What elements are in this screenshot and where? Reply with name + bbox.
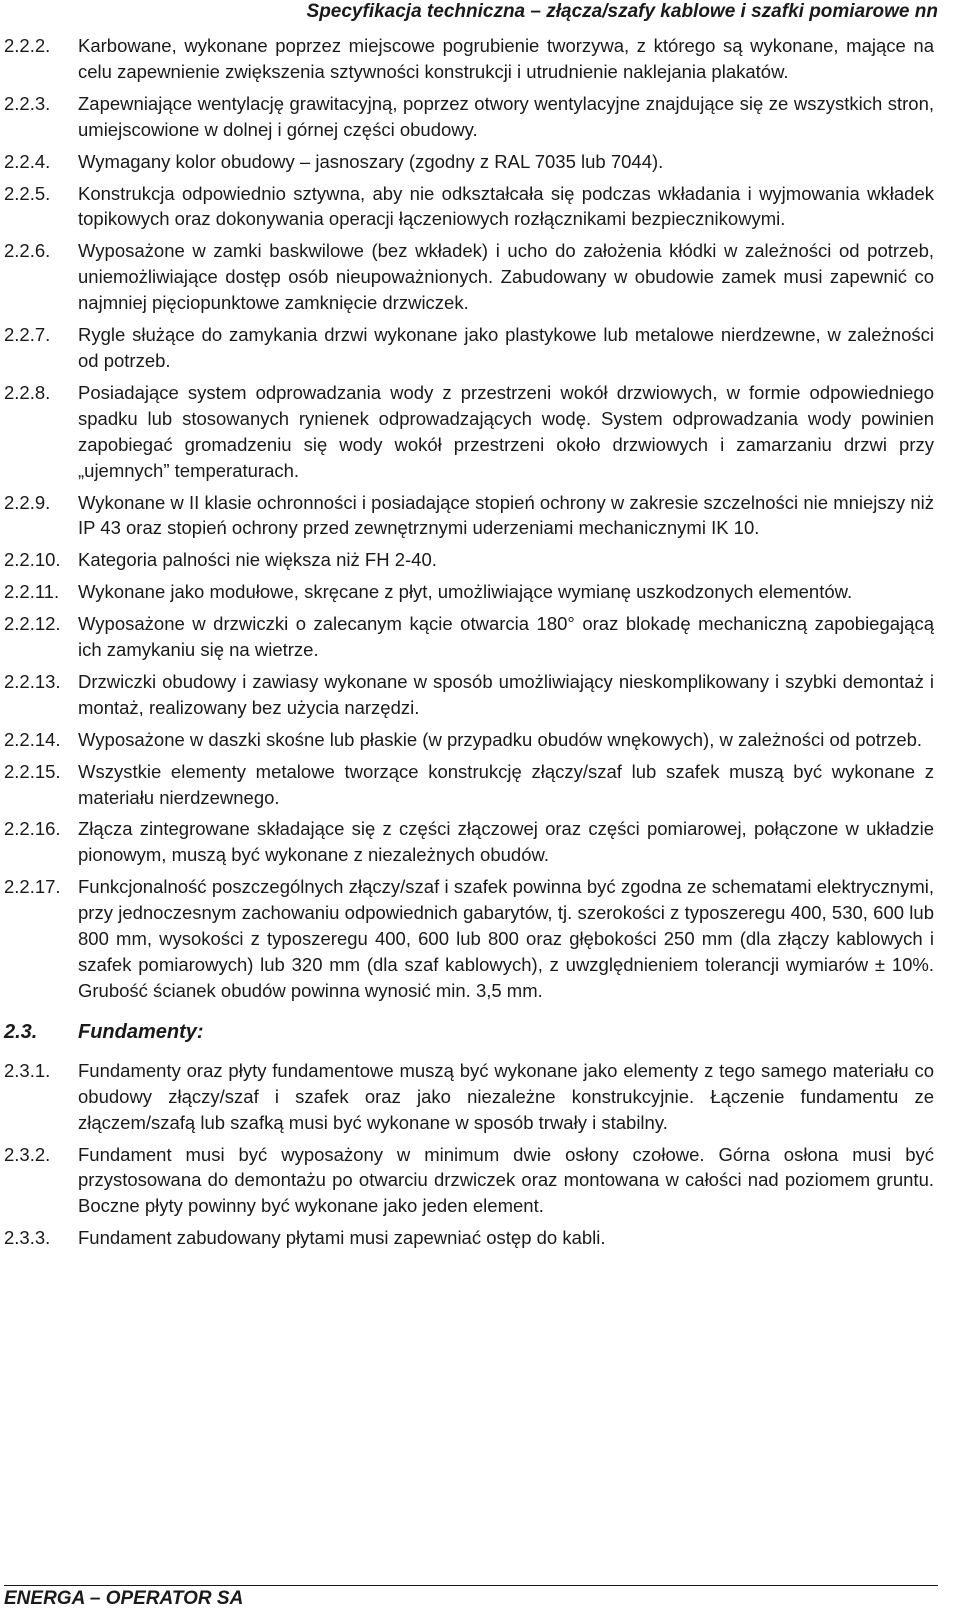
item-text: Wyposażone w daszki skośne lub płaskie (w przypadku obudów wnękowych), w zależności od potrzeb. [78, 728, 923, 750]
running-header: Specyfikacja techniczna – złącza/szafy kablowe i szafki pomiarowe nn [306, 1, 938, 22]
item-text: Funkcjonalność poszczególnych złączy/szaf i szafek powinna być zgodna ze schematami elektrycznymi, przy jednoczesnym zachowaniu odpowiednich gabarytów, tj. szerokości z typoszeregu 400, 530, 600 lub 800 mm, wysokości z typoszeregu 400, 600 lub 800 oraz głębokości 250 mm (dla złączy kablowych i szafek pomiarowych) lub 320 mm (dla szaf kablowych), z uwzględnieniem tolerancji wymiarów ± 10%. Grubość ścianek obudów powinna wynosić min. 3,5 mm. [78, 876, 934, 1001]
item-text: Fundamenty oraz płyty fundamentowe muszą być wykonane jako elementy z tego samego materiału co obudowy złączy/szaf i szafek oraz jako niezależne konstrukcyjnie. Łączenie fundamentu ze złączem/szafą lub szafką musi być wykonane w sposób trwały i stabilny. [78, 1059, 934, 1133]
item-text: Fundament zabudowany płytami musi zapewniać ostęp do kabli. [78, 1227, 606, 1249]
item-number: 2.3.2. [4, 1143, 51, 1165]
item-text: Wykonane jako modułowe, skręcane z płyt, umożliwiające wymianę uszkodzonych elementów. [78, 581, 853, 603]
item-text: Posiadające system odprowadzania wody z przestrzeni wokół drzwiowych, w formie odpowiedniego spadku lub stosowanych rynienek odprowadzających wodę. System odprowadzania wody powinien zapobiegać gromadzeniu się wody wokół przestrzeni około drzwiowych i zamarzaniu drzwi przy „ujemnych” temperaturach. [78, 381, 934, 481]
page-footer [4, 1583, 960, 1613]
section-number: 2.3. [4, 1020, 38, 1043]
item-number: 2.2.16. [4, 818, 61, 840]
section-heading-fundamenty [4, 1019, 934, 1045]
section-title: Fundamenty: [78, 1020, 204, 1043]
item-number: 2.2.2. [4, 35, 51, 56]
list-item [4, 181, 934, 233]
item-number: 2.2.10. [4, 549, 61, 571]
item-number: 2.2.8. [4, 381, 51, 403]
item-text: Złącza zintegrowane składające się z części złączowej oraz części pomiarowej, połączone w układzie pionowym, muszą być wykonane z niezależnych obudów. [78, 818, 934, 866]
list-item [4, 759, 934, 811]
items-list-2-2 [4, 33, 934, 1004]
list-item [4, 669, 934, 721]
items-list-2-3 [4, 1058, 934, 1251]
item-text: Karbowane, wykonane poprzez miejscowe pogrubienie tworzywa, z którego są wykonane, mające na celu zapewnienie zwiększenia sztywności konstrukcji i utrudnienie naklejania plakatów. [78, 35, 934, 82]
item-number: 2.2.15. [4, 760, 61, 782]
item-number: 2.3.3. [4, 1227, 51, 1249]
list-item [4, 1225, 934, 1251]
item-number: 2.2.9. [4, 491, 51, 513]
list-item [4, 33, 934, 85]
list-item [4, 380, 934, 484]
footer-company: ENERGA – OPERATOR SA [4, 1588, 244, 1609]
list-item [4, 1142, 934, 1220]
item-number: 2.2.4. [4, 150, 51, 172]
list-item [4, 91, 934, 143]
item-text: Wyposażone w zamki baskwilowe (bez wkładek) i ucho do założenia kłódki w zależności od potrzeb, uniemożliwiające dostęp osób nieupoważnionych. Zabudowany w obudowie zamek musi zapewnić co najmniej pięciopunktowe zamknięcie drzwiczek. [78, 240, 934, 314]
item-text: Konstrukcja odpowiednio sztywna, aby nie odkształcała się podczas wkładania i wyjmowania wkładek topikowych oraz dokonywania operacji łączeniowych rozłącznikami bezpiecznikowymi. [78, 182, 934, 230]
item-number: 2.2.14. [4, 728, 61, 750]
item-number: 2.2.6. [4, 240, 51, 262]
item-text: Wyposażone w drzwiczki o zalecanym kącie otwarcia 180° oraz blokadę mechaniczną zapobiegającą ich zamykaniu się na wietrze. [78, 613, 934, 661]
list-item [4, 1058, 934, 1136]
list-item [4, 727, 934, 753]
list-item [4, 238, 934, 316]
item-number: 2.3.1. [4, 1059, 51, 1081]
list-item [4, 547, 934, 573]
item-number: 2.2.3. [4, 92, 51, 114]
item-text: Rygle służące do zamykania drzwi wykonane jako plastykowe lub metalowe nierdzewne, w zależności od potrzeb. [78, 324, 934, 371]
item-number: 2.2.13. [4, 670, 61, 692]
item-number: 2.2.5. [4, 182, 51, 204]
document-body [4, 33, 934, 1257]
item-number: 2.2.7. [4, 324, 51, 346]
list-item [4, 490, 934, 542]
item-number: 2.2.11. [4, 581, 60, 603]
item-text: Kategoria palności nie większa niż FH 2-40. [78, 549, 437, 571]
item-text: Fundament musi być wyposażony w minimum dwie osłony czołowe. Górna osłona musi być przystosowana do demontażu po otwarciu drzwiczek oraz montowana w całości nad poziomem gruntu. Boczne płyty powinny być wykonane jako jeden element. [78, 1143, 934, 1217]
list-item [4, 149, 934, 175]
list-item [4, 874, 934, 1004]
item-number: 2.2.12. [4, 613, 61, 635]
item-text: Zapewniające wentylację grawitacyjną, poprzez otwory wentylacyjne znajdujące się ze wszystkich stron, umiejscowione w dolnej i górnej części obudowy. [78, 92, 934, 140]
item-text: Drzwiczki obudowy i zawiasy wykonane w sposób umożliwiający nieskomplikowany i szybki demontaż i montaż, realizowany bez użycia narzędzi. [78, 670, 934, 718]
item-text: Wymagany kolor obudowy – jasnoszary (zgodny z RAL 7035 lub 7044). [78, 150, 664, 172]
item-number: 2.2.17. [4, 876, 61, 898]
list-item [4, 322, 934, 374]
item-text: Wykonane w II klasie ochronności i posiadające stopień ochrony w zakresie szczelności nie mniejszy niż IP 43 oraz stopień ochrony przed zewnętrznymi uderzeniami mechanicznymi IK 10. [78, 491, 934, 539]
footer-divider [4, 1585, 938, 1586]
item-text: Wszystkie elementy metalowe tworzące konstrukcję złączy/szaf lub szafek muszą być wykonane z materiału nierdzewnego. [78, 760, 934, 808]
list-item [4, 579, 934, 605]
list-item [4, 816, 934, 868]
list-item [4, 611, 934, 663]
